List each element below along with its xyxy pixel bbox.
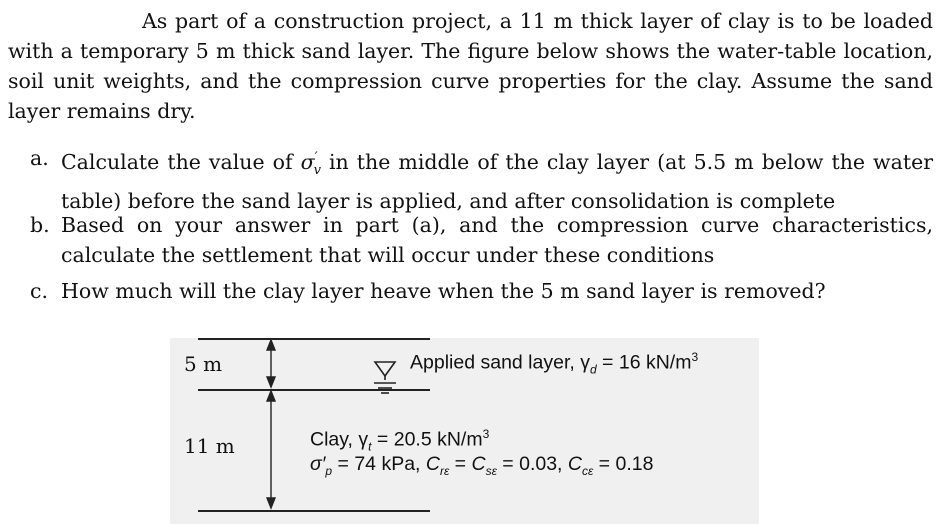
part-c-text: How much will the clay layer heave when the 5 m sand layer is removed? <box>61 279 826 303</box>
water-table-icon <box>374 362 396 393</box>
problem-intro <box>8 6 933 126</box>
intro-line-1: As part of a construction project, a 11 m thick layer of clay is to be loaded <box>142 9 933 33</box>
question-part-a <box>30 143 933 216</box>
part-a-text: Calculate the value of $\sigma'_v$ in the middle of the clay layer (at 5.5 m below the water table) before the sand layer is applied, and after consolidation is complete <box>61 149 933 213</box>
clay-arrow-bottom <box>267 498 275 508</box>
part-b-text: Based on your answer in part (a), and the compression curve characteristics, calculate the settlement that will occur under these conditions <box>61 213 933 267</box>
clay-compression-properties: $\sigma'_p = 74$ kPa, $C_{r\varepsilon} = C_{s\varepsilon} = 0.03$, $C_{c\varepsilon} = 0.18$ <box>310 453 654 478</box>
part-b-label: b. <box>30 213 50 237</box>
sand-thickness-label: 5 m <box>184 352 223 376</box>
clay-unit-weight-label: Clay, $\gamma_t = 20.5$ $kN/m^3$ <box>310 427 490 454</box>
clay-arrow-top <box>267 391 275 401</box>
sigma-v-prime-symbol: $\sigma'_v$ <box>300 149 321 178</box>
question-part-c <box>30 276 933 306</box>
intro-rest: with a temporary 5 m thick sand layer. The figure below shows the water-table location, soil unit weights, and the compression curve properties for the clay. Assume the sand layer remains dry. <box>8 39 933 123</box>
sand-layer-label: Applied sand layer, $\gamma_d = 16$ $kN/m^3$ <box>410 350 699 377</box>
part-c-label: c. <box>30 279 48 303</box>
clay-thickness-label: 11 m <box>184 434 235 458</box>
part-a-label: a. <box>30 146 49 170</box>
sand-arrow-bottom <box>267 377 275 387</box>
question-part-b <box>30 210 933 270</box>
soil-profile-figure <box>170 326 770 524</box>
sand-arrow-top <box>267 340 275 350</box>
